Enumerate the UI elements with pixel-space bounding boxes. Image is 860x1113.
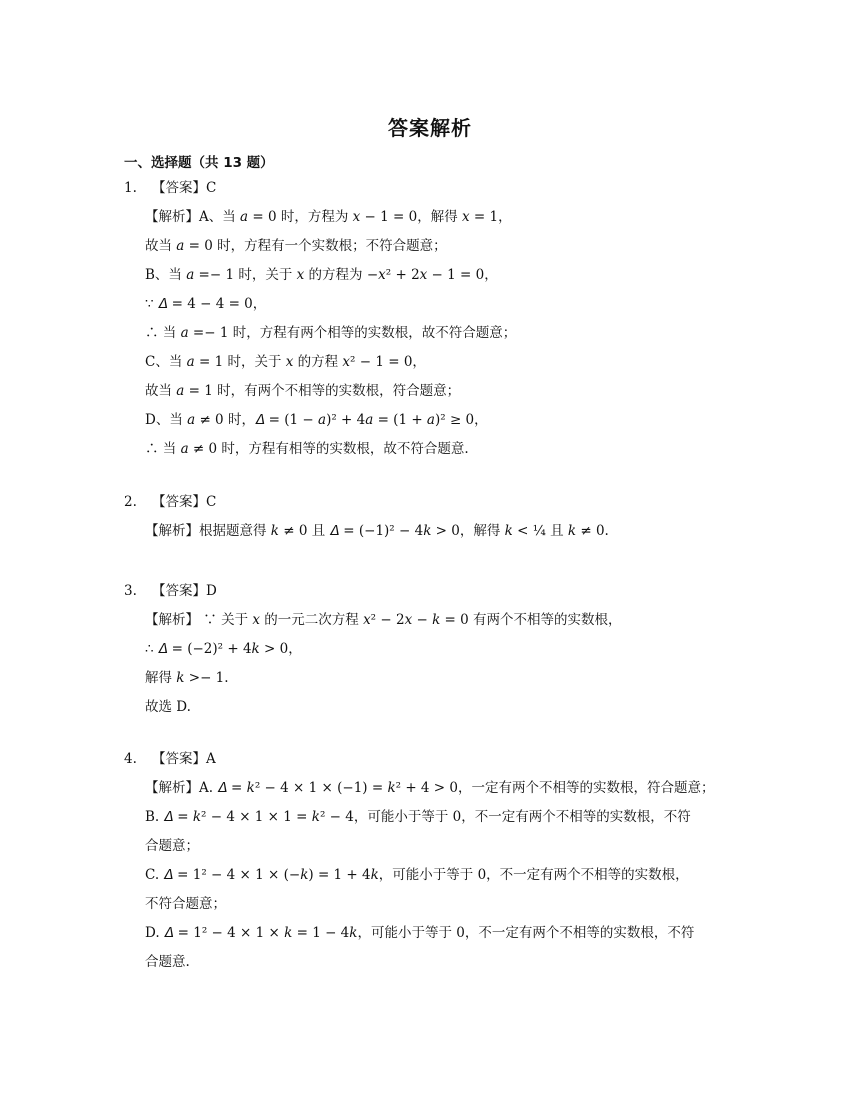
- explanation-line: 【解析】A、当 𝑎 = 0 时，方程为 𝑥 − 1 = 0，解得 𝑥 = 1，: [145, 209, 512, 225]
- answer-label: 【答案】C: [152, 180, 217, 196]
- explanation-line: 【解析】A. 𝛥 = 𝑘² − 4 × 1 × (−1) = 𝑘² + 4 > 0，一定有两个不相等的实数根，符合题意；: [145, 780, 715, 796]
- explanation-line: B. 𝛥 = 𝑘² − 4 × 1 × 1 = 𝑘² − 4，可能小于等于 0，不一定有两个不相等的实数根，不符: [145, 809, 691, 825]
- explanation-line: C、当 𝑎 = 1 时，关于 𝑥 的方程 𝑥² − 1 = 0，: [145, 354, 426, 370]
- answer-label: 【答案】D: [152, 583, 217, 599]
- explanation-line: ∴ 当 𝑎 ≠ 0 时，方程有相等的实数根，故不符合题意.: [145, 441, 469, 457]
- answer-label: 【答案】A: [152, 751, 216, 767]
- explanation-line: B、当 𝑎 =− 1 时，关于 𝑥 的方程为 −𝑥² + 2𝑥 − 1 = 0，: [145, 267, 498, 283]
- answer-label: 【答案】C: [152, 494, 217, 510]
- page-title: 答案解析: [388, 116, 472, 140]
- explanation-line: 故选 D.: [145, 699, 191, 715]
- explanation: [145, 606, 744, 722]
- explanation-line: 合题意.: [145, 954, 190, 970]
- explanation: [145, 203, 744, 464]
- explanation-line: 【解析】 ∵ 关于 𝑥 的一元二次方程 𝑥² − 2𝑥 − 𝑘 = 0 有两个不相等的实数根，: [145, 612, 622, 628]
- question-2: [124, 488, 744, 546]
- explanation-line: 故当 𝑎 = 1 时，有两个不相等的实数根，符合题意；: [145, 383, 461, 399]
- explanation: [145, 774, 744, 977]
- explanation-line: ∵ 𝛥 = 4 − 4 = 0，: [145, 296, 267, 312]
- explanation-line: D. 𝛥 = 1² − 4 × 1 × 𝑘 = 1 − 4𝑘，可能小于等于 0，不一定有两个不相等的实数根，不符: [145, 925, 695, 941]
- explanation-line: C. 𝛥 = 1² − 4 × 1 × (−𝑘) = 1 + 4𝑘，可能小于等于 0，不一定有两个不相等的实数根，: [145, 867, 689, 883]
- question-number: 4.: [124, 751, 137, 767]
- explanation: [145, 517, 744, 546]
- explanation-line: ∴ 𝛥 = (−2)² + 4𝑘 > 0，: [145, 641, 302, 657]
- explanation-line: 合题意；: [145, 838, 199, 854]
- explanation-line: D、当 𝑎 ≠ 0 时，𝛥 = (1 − 𝑎)² + 4𝑎 = (1 + 𝑎)² ≥ 0，: [145, 412, 488, 428]
- question-1: [124, 174, 744, 464]
- explanation-line: 不符合题意；: [145, 896, 226, 912]
- question-number: 3.: [124, 583, 137, 599]
- question-number: 2.: [124, 494, 137, 510]
- question-4: [124, 745, 744, 977]
- question-3: [124, 577, 744, 722]
- explanation-line: 解得 𝑘 >− 1.: [145, 670, 229, 686]
- explanation-line: 故当 𝑎 = 0 时，方程有一个实数根；不符合题意；: [145, 238, 447, 254]
- section-heading: 一、选择题（共 13 题）: [124, 155, 274, 171]
- question-number: 1.: [124, 180, 137, 196]
- explanation-line: ∴ 当 𝑎 =− 1 时，方程有两个相等的实数根，故不符合题意；: [145, 325, 517, 341]
- explanation-line: 【解析】根据题意得 𝑘 ≠ 0 且 𝛥 = (−1)² − 4𝑘 > 0，解得 𝑘 < ¼ 且 𝑘 ≠ 0.: [145, 523, 609, 539]
